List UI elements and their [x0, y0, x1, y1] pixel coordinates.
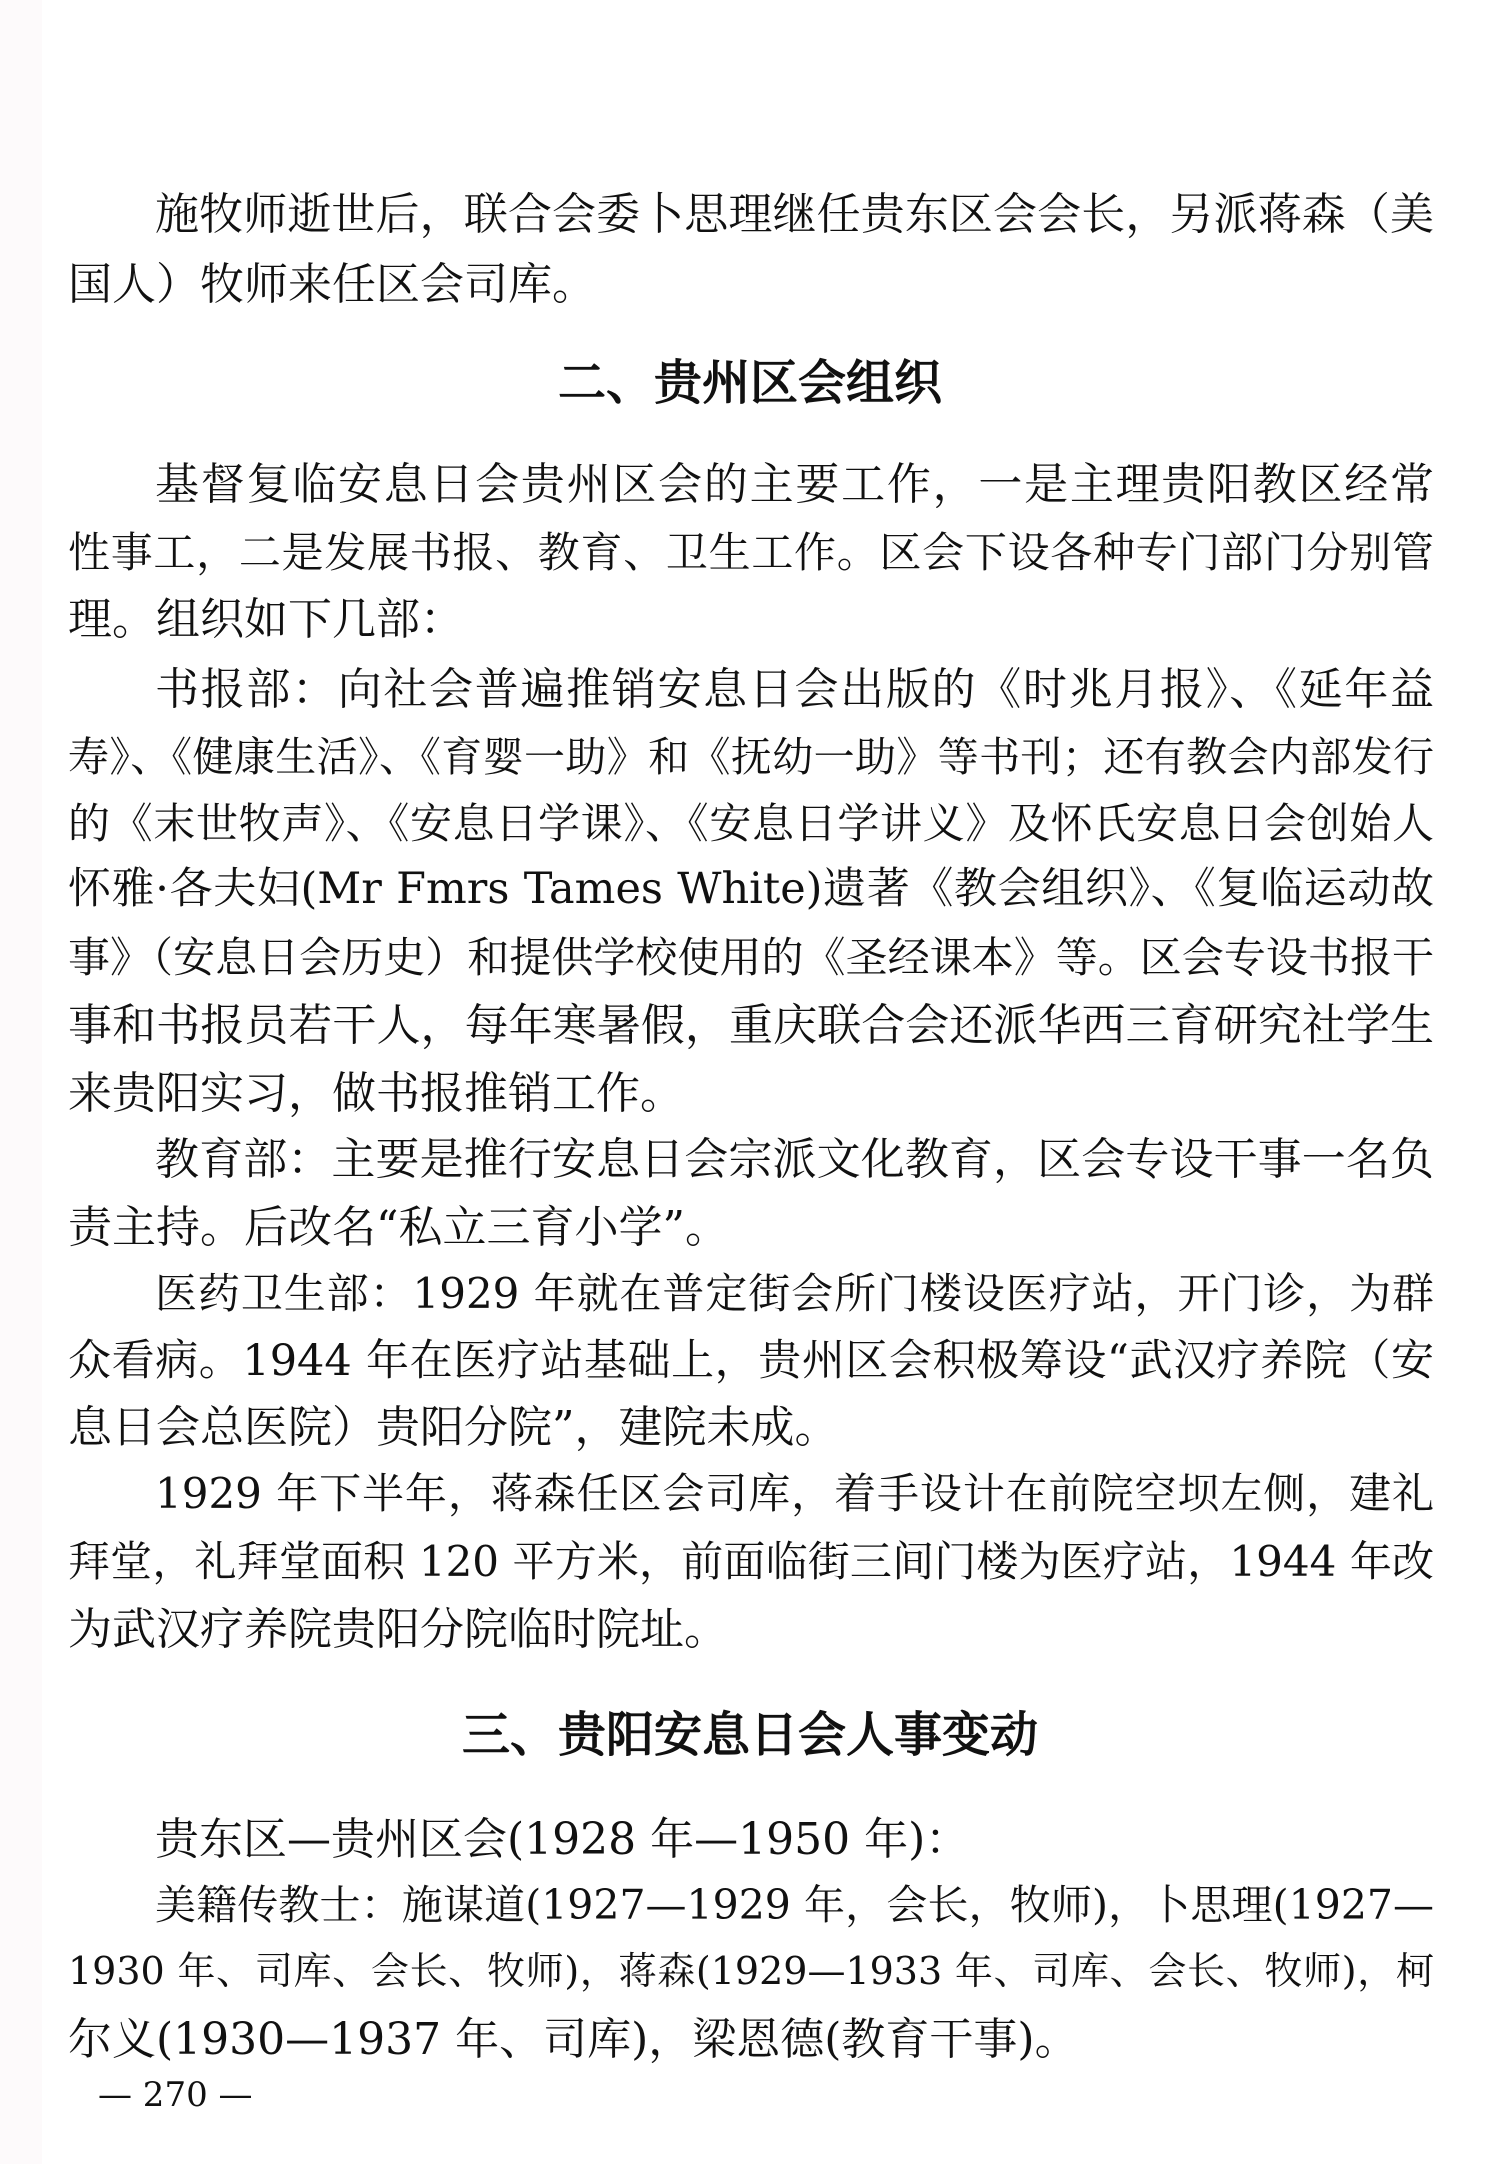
text-line: 尔义(1930—1937 年、司库)，梁恩德(教育干事)。 [68, 2014, 1079, 2065]
section-heading-organization: 二、贵州区会组织 [557, 355, 942, 411]
text-line: 的《末世牧声》、《安息日学课》、《安息日学讲义》及怀氏安息日会创始人 [68, 799, 1434, 848]
text-line: 教育部：主要是推行安息日会宗派文化教育，区会专设干事一名负 [155, 1134, 1434, 1185]
text-line: 怀雅·各夫妇(Mr Fmrs Tames White)遗著《教会组织》、《复临运动故 [68, 864, 1434, 914]
text-line: 1930 年、司库、会长、牧师)，蒋森(1929—1933 年、司库、会长、牧师)，柯 [68, 1949, 1434, 1993]
text-line: 美籍传教士：施谋道(1927—1929 年，会长，牧师)，卜思理(1927— [155, 1881, 1434, 1929]
text-line: 息日会总医院）贵阳分院”，建院未成。 [68, 1402, 839, 1453]
text-line: 基督复临安息日会贵州区会的主要工作，一是主理贵阳教区经常 [155, 459, 1434, 510]
text-line: 寿》、《健康生活》、《育婴一助》和《抚幼一助》等书刊；还有教会内部发行 [68, 733, 1434, 781]
text-line: 性事工，二是发展书报、教育、卫生工作。区会下设各种专门部门分别管 [68, 528, 1434, 577]
text-line: 拜堂，礼拜堂面积 120 平方米，前面临街三间门楼为医疗站，1944 年改 [68, 1537, 1434, 1586]
text-line: 理。组织如下几部： [68, 594, 464, 645]
text-line: 书报部：向社会普遍推销安息日会出版的《时兆月报》、《延年益 [155, 664, 1434, 715]
text-line: 医药卫生部：1929 年就在普定街会所门楼设医疗站，开门诊，为群 [155, 1269, 1434, 1318]
section-heading-personnel-changes: 三、贵阳安息日会人事变动 [461, 1707, 1038, 1763]
text-line: 众看病。1944 年在医疗站基础上，贵州区会积极筹设“武汉疗养院（安 [68, 1336, 1434, 1386]
page-number: — 270 — [98, 2075, 253, 2115]
text-line: 来贵阳实习，做书报推销工作。 [68, 1068, 684, 1119]
text-line: 施牧师逝世后，联合会委卜思理继任贵东区会会长，另派蒋森（美 [155, 189, 1434, 240]
text-line: 1929 年下半年，蒋森任区会司库，着手设计在前院空坝左侧，建礼 [155, 1469, 1434, 1518]
text-line: 为武汉疗养院贵阳分院临时院址。 [68, 1604, 728, 1655]
text-line: 国人）牧师来任区会司库。 [68, 259, 596, 310]
text-line: 贵东区—贵州区会(1928 年—1950 年)： [155, 1814, 970, 1865]
text-line: 事和书报员若干人，每年寒暑假，重庆联合会还派华西三育研究社学生 [68, 1000, 1434, 1051]
text-line: 责主持。后改名“私立三育小学”。 [68, 1202, 729, 1253]
text-line: 事》（安息日会历史）和提供学校使用的《圣经课本》等。区会专设书报干 [68, 933, 1434, 982]
